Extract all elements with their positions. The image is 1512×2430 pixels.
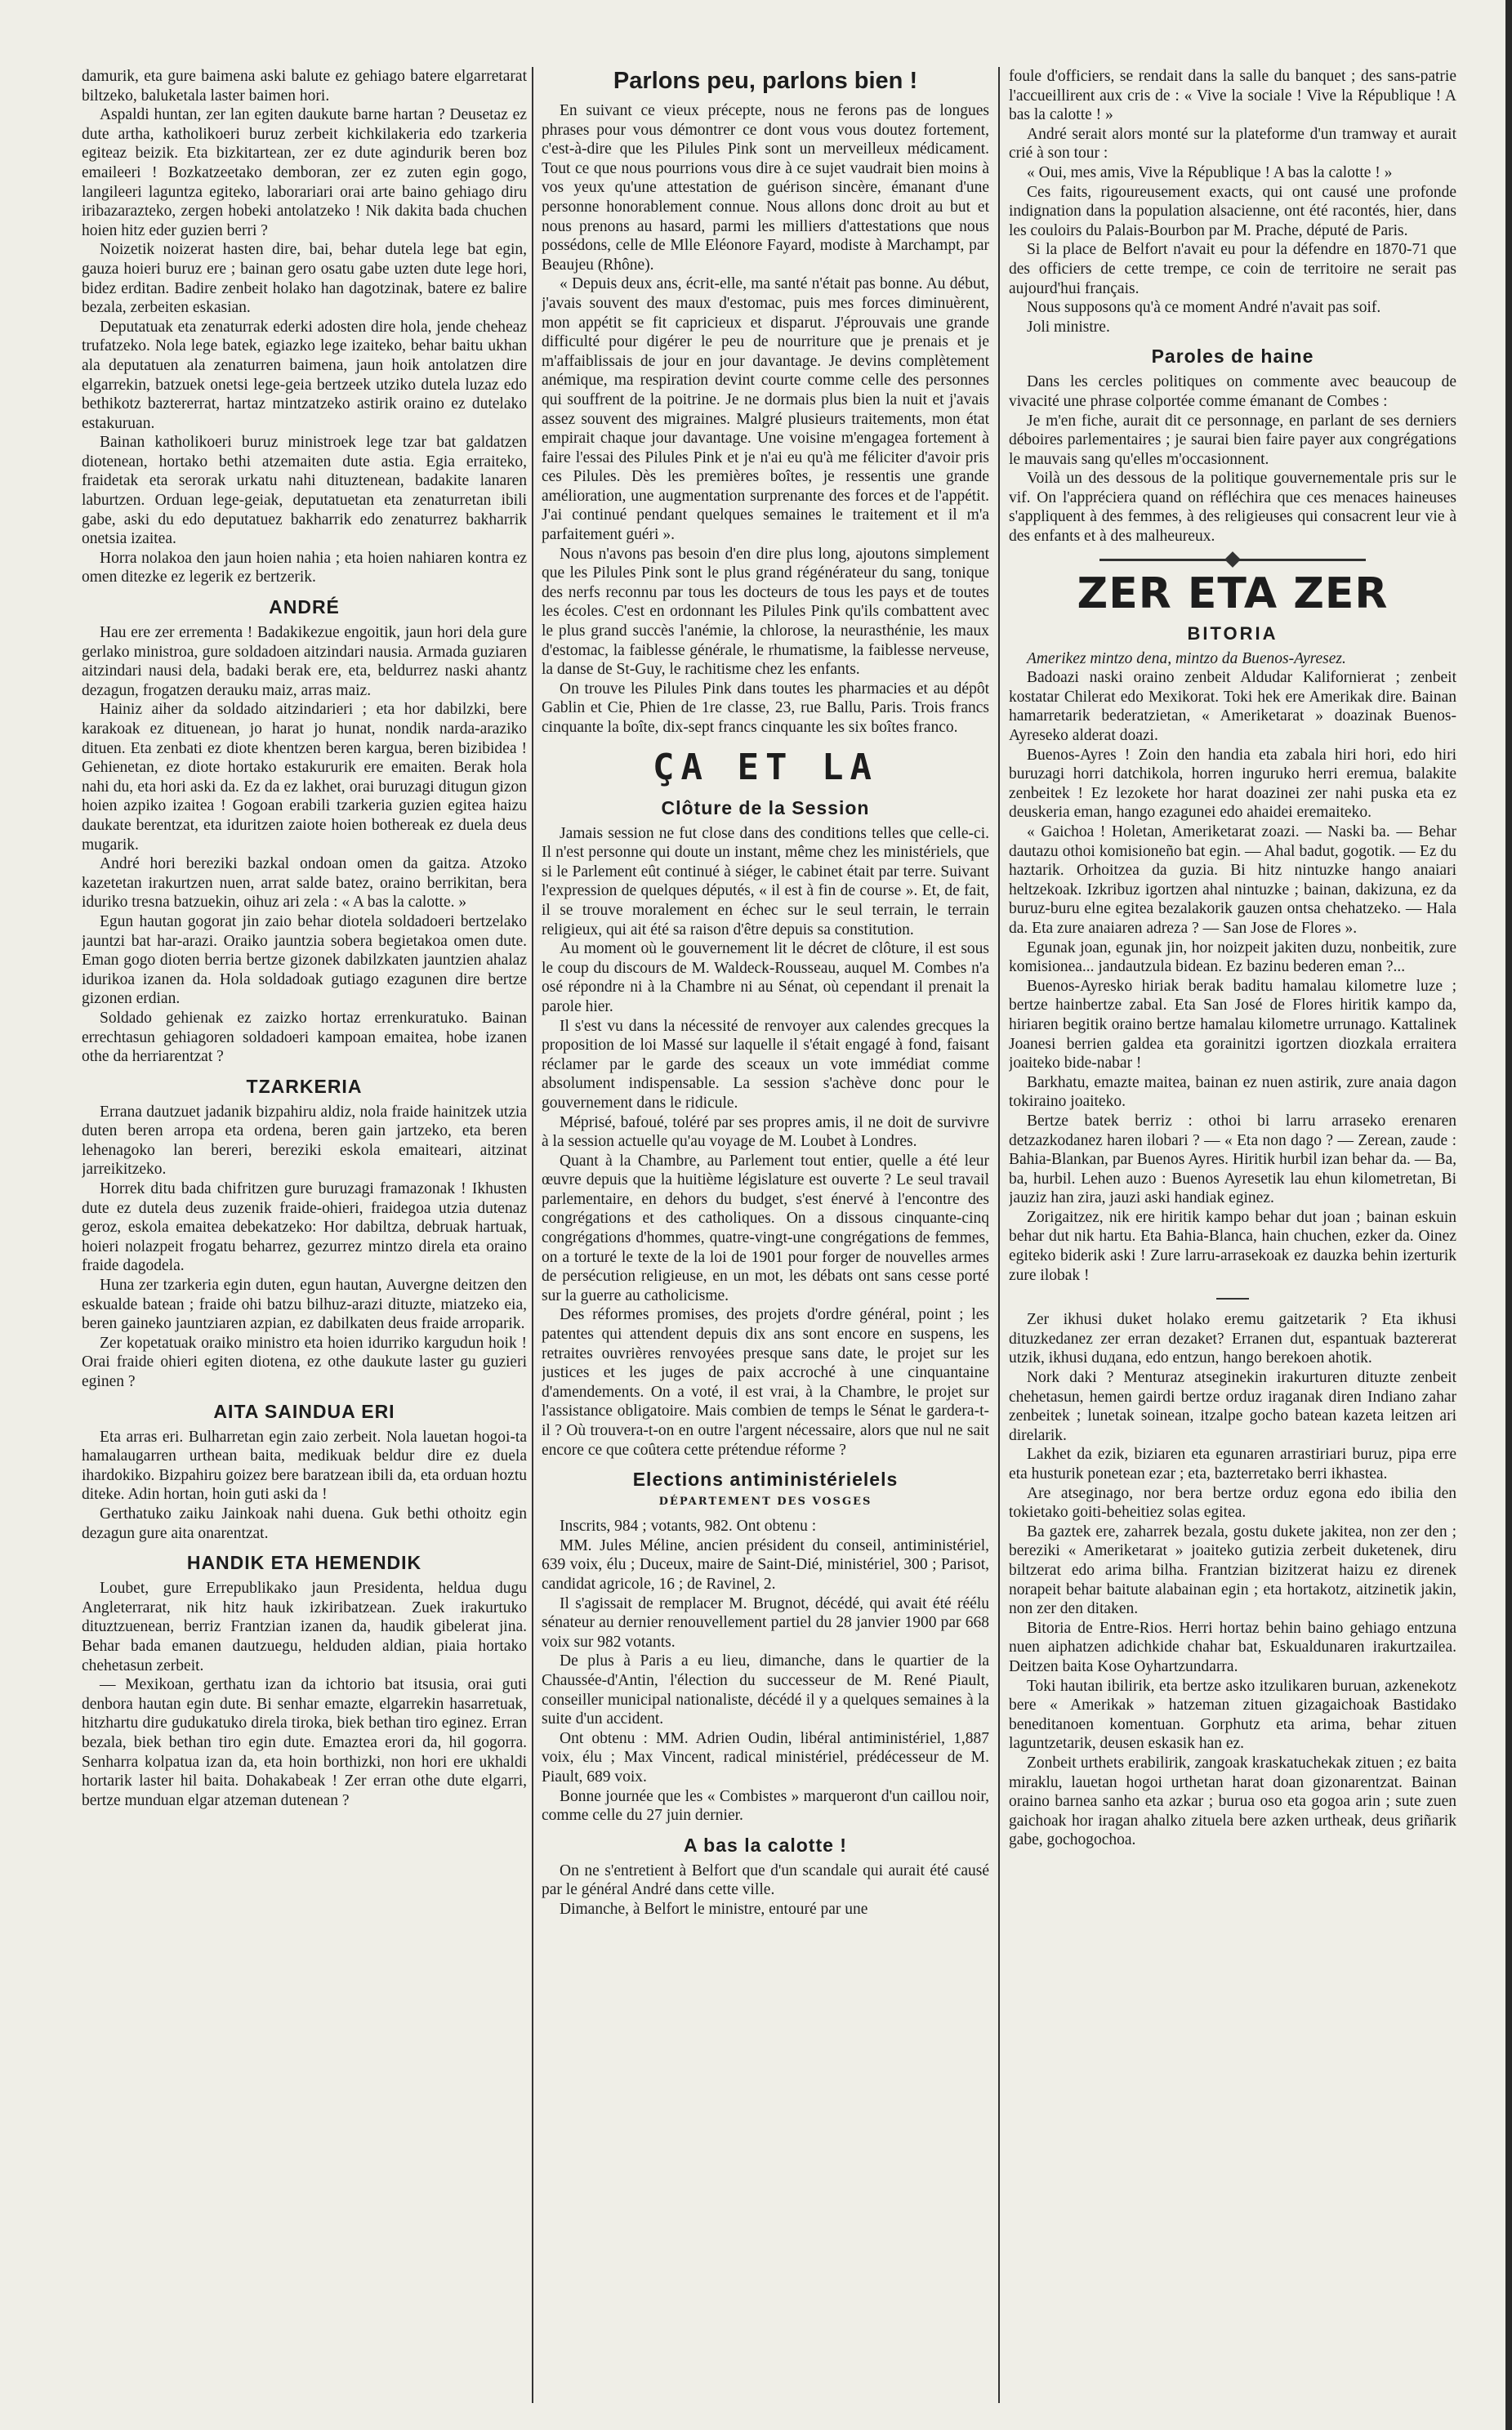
page-edge-shadow <box>1505 0 1512 2430</box>
paragraph: Badoazi naski oraino zenbeit Aldudar Kalifornierat ; zenbeit kostatar Chilerat edo Mexikorat. Toki hek ere Amerikak dire. Bainan hamarretarik bederatzietan, « Ameriketarat » doazinak Buenos-Ayreseko alderat doazi. <box>1009 669 1456 745</box>
paragraph: Il s'agissait de remplacer M. Brugnot, décédé, qui avait été réélu sénateur au dernier renouvellement partiel du 28 janvier 1900 par 668 voix sur 982 votants. <box>542 1594 989 1651</box>
paragraph: Soldado gehienak ez zaizko hortaz errenkuratuko. Bainan errechtasun gehiagoren soldadoeri kampoan emaitea, hobe izanen othe da herriarentzat ? <box>82 1009 527 1066</box>
paragraph: Toki hautan ibilirik, eta bertze asko itzulikaren buruan, azkenekotz bere « Amerikak » hatzeman zituen gizagaichoak Bastidako beneditanoen komentuan. Gorphutz eta arima, behar zituen laguntzetarik, deusen eskasik han ez. <box>1009 1677 1456 1753</box>
subheading-bitoria: BITORIA <box>1187 622 1278 644</box>
subheading-elections: Elections antiministérielels <box>632 1469 899 1491</box>
section-heading-zer-eta-zer: ZER ETA ZER <box>1077 568 1389 618</box>
paragraph: Gerthatuko zaiku Jainkoak nahi duena. Guk bethi othoitz egin dezagun gure aita onarentzat. <box>82 1505 527 1542</box>
paragraph: Eta arras eri. Bulharretan egin zaio zerbeit. Nola lauetan hogoi-ta hamalaugarren urthean baita, medikuak beldur dire ez duela ihardokiko. Bizpahiru goizez bere baratzean ibili da, eta orduan hoztu diteke. Adin hortan, hoin guti aski da ! <box>82 1428 527 1504</box>
paragraph: « Depuis deux ans, écrit-elle, ma santé n'était pas bonne. Au début, j'avais souvent des maux d'estomac, puis mes forces diminuèrent, mon appétit se fit capricieux et disparut. J'éprouvais une grande difficulté pour digérer le peu de nourriture que je prenais et je m'affaiblissais de jour en jour davantage. Je devins complètement anémique, ma respiration devint courte comme celle des personnes qui souffrent de la poitrine. Je ne dormais plus bien la nuit et j'avais assez souvent des migraines. Malgré plusieurs traitements, mon état empirait chaque jour davantage. Une voisine m'engagea fortement à faire l'essai des Pilules Pink et je n'ai eu qu'à me féliciter d'avoir pris ces Pilules. Dès les premières boîtes, je ressentis une grande amélioration, une augmentation surprenante des forces et de l'appétit. J'ai continué pendant quelques semaines le traitement et il m'a parfaitement guéri ». <box>542 275 989 544</box>
column-left <box>82 67 527 2403</box>
paragraph: foule d'officiers, se rendait dans la salle du banquet ; des sans-patrie l'accueillirent aux cris de : « Vive la sociale ! Vive la République ! A bas la calotte ! » <box>1009 68 1456 124</box>
paragraph: Horra nolakoa den jaun hoien nahia ; eta hoien nahiaren kontra ez omen ditezke ez legerik ez bertzerik. <box>82 549 527 586</box>
paragraph: Hau ere zer errementa ! Badakikezue engoitik, jaun hori dela gure gerlako ministroa, gure soldadoen aitzindari nausia. Armada guziaren aitzindari nausi dela, badaki berak ere, eta, beldurrez naski ahantz dezagun, frogatzen derauku maiz, arras maiz. <box>82 624 527 699</box>
paragraph: Nous supposons qu'à ce moment André n'avait pas soif. <box>1027 299 1381 317</box>
paragraph: Aspaldi huntan, zer lan egiten daukute barne hartan ? Deusetaz ez dute artha, katholikoeri buruz zerbeit kichkilakeria edo tzarkeria egiteaz beizik. Eta bizkitartean, zer ez dute agindurik beren boz emaileeri ! Bozkatzeetako demboran, zer ez zuten egin gogo, langileeri laguntza egiteko, laborariari orai arte baino gehiago diru iribazarazteko, zergen hobeki antolatzeko ! Nik dakita bada chuchen hoien hitz eder guzien berri ? <box>82 106 527 239</box>
paragraph: Bitoria de Entre-Rios. Herri hortaz behin baino gehiago entzuna nuen aiphatzen adichkide chahar bat, Eskualdunaren irakurtzailea. Deitzen baita Kose Oyhartzundarra. <box>1009 1619 1456 1675</box>
paragraph: Jamais session ne fut close dans des conditions telles que celle-ci. Il n'est personne qui doute un instant, même chez les ministériels, que si le Parlement eût continué à siéger, le cabinet était par terre. Suivant l'expression de quelques députés, « il est à fin de course ». Et, de fait, il se trouve moralement en échec sur le seul terrain, le terrain religieux, qui ait été sa raison d'être depuis sa constitution. <box>542 824 989 939</box>
paragraph: Egun hautan gogorat jin zaio behar diotela soldadoeri bertzelako jauntzi bat har-arazi. Oraiko jauntzia sobera begietakoa omen dute. Eman gogo dioten berria bertze gizonek dabilzkaten jauntzien ahalaz idurikoa izanen da. Hola soldadoak gutiago ezagunen dire bertze gizonen erdian. <box>82 912 527 1008</box>
paragraph: Buenos-Ayres ! Zoin den handia eta zabala hiri hori, edo hiri buruzagi horri datchikola, horren inguruko herri eremua, balakite zenbeitek ! Ez lezokete hor harat doazinei zer nahi puska eta ez deuskeria eman, hango ezagunei edo ahaidei eremaiteko. <box>1009 746 1456 822</box>
paragraph: Ces faits, rigoureusement exacts, qui ont causé une profonde indignation dans la population alsacienne, ont été racontés, hier, dans les couloirs du Palais-Bourbon par M. Prache, député de Paris. <box>1009 183 1456 239</box>
paragraph: Ont obtenu : MM. Adrien Oudin, libéral antiministériel, 1,887 voix, élu ; Max Vincent, radical ministériel, prédécesseur de M. Piault, 689 voix. <box>542 1729 989 1786</box>
paragraph: Nork daki ? Menturaz atseginekin irakurturen dituzte zenbeit chehetasun, hemen gairdi bertze orduz iraganak diren Indiano zahar zenbeitek ; lunetak soinean, itzalpe gocho batean kazeta leitzen ari direlarik. <box>1009 1369 1456 1444</box>
paragraph: Huna zer tzarkeria egin duten, egun hautan, Auvergne deitzen den eskualde batean ; fraide ohi batzu bilhuz-arazi dituzte, miatzeko eia, beren gaineko jauntziaren azpian, ez dabilkaten deus fraide arroparik. <box>82 1277 527 1333</box>
paragraph: Barkhatu, emazte maitea, bainan ez nuen astirik, zure anaia dagon tokiraino joaiteko. <box>1009 1073 1456 1111</box>
paragraph: André serait alors monté sur la plateforme d'un tramway et aurait crié à son tour : <box>1009 125 1456 163</box>
paragraph: Nous n'avons pas besoin d'en dire plus long, ajoutons simplement que les Pilules Pink sont le plus grand régénérateur du sang, tonique des nerfs reconnu par tous les docteurs de tous les pays et de toutes les écoles. C'est en ordonnant les Pilules Pink qu'ils combattent avec le plus grand succès l'anémie, la chlorose, la neurasthénie, les maux d'estomac, la faiblesse générale, le rhumatisme, la faiblesse nerveuse, la danse de St-Guy, le rachitisme chez les enfants. <box>542 545 989 679</box>
column-rule <box>998 67 1000 2403</box>
paragraph: « Gaichoa ! Holetan, Ameriketarat zoazi. — Naski ba. — Behar dautazu othoi komisioneño bat egin. — Ahal badut, gogotik. — Ez du haztarik. Orhoitzea da guzia. Bi hitz nintuzke hango anaiari heltzekoak. Izkribuz igortzen ahal nintuzke ; bainan, dakizuna, ez da buruz-buru elne egitea bezalakorik gauzen ontsa chehatzeko. — Hala da. Eta zure anaiaren adreza ? — San Jose de Flores ». <box>1009 823 1456 937</box>
paragraph: On ne s'entretient à Belfort que d'un scandale qui aurait été causé par le général André dans cette ville. <box>542 1862 989 1899</box>
subheading-cloture: Clôture de la Session <box>661 796 870 818</box>
section-break <box>1009 1290 1456 1305</box>
paragraph: Buenos-Ayresko hiriak berak baditu hamalau kilometre luze ; bertze hainbertze zabal. Eta San José de Flores hiritik kampo da, hiriaren begitik oraino bertze hamalau kilometre urrunago. Kattalinek Joanesi berrien galdea eta gorainitzi igortzen diozkala erraitera joaiteko bide-nabar ! <box>1009 977 1456 1072</box>
column-right <box>1009 67 1456 2403</box>
paragraph: Dimanche, à Belfort le ministre, entouré par une <box>560 1900 868 1918</box>
section-heading-tzarkeria: TZARKERIA <box>246 1075 363 1097</box>
subheading-departement: DÉPARTEMENT DES VOSGES <box>658 1496 872 1509</box>
paragraph: Noizetik noizerat hasten dire, bai, behar dutela lege bat egin, gauza hoieri buruz ere ; bainan gero osatu gabe uzten dute lege hori, bidez erditan. Badire zenbeit holako han dagotzinak, batere ez balire bezala, zerbeiten eskasian. <box>82 241 527 317</box>
subheading-a-bas-la-calotte: A bas la calotte ! <box>684 1834 847 1856</box>
ornament-divider <box>1009 551 1456 566</box>
col1-intro <box>82 67 527 587</box>
paragraph: Egunak joan, egunak jin, hor noizpeit jakiten duzu, nonbeitik, zure komisionea... jandautzula bidean. Ez bazinu bederen eman ?... <box>1009 939 1456 976</box>
column-rule <box>532 67 533 2403</box>
paragraph: Errana dautzuet jadanik bizpahiru aldiz, nola fraide hainitzek utzia duten beren arropa eta ordena, beren gain jartzeko, eta beren lehenagoko lan bereri, bereziki eskola emaiteari, aitzinat jarreikitzeko. <box>82 1103 527 1179</box>
paragraph: Loubet, gure Errepublikako jaun Presidenta, heldua dugu Angleterrarat, nik hitz hauk izkiribatzean. Zuek irakurtuko dituztzuenean, berriz Frantzian izanen da, haudik gibelerat jina. Behar bada emanen dautzuegu, helduden aldian, piaia hortako chehetasun zerbeit. <box>82 1580 527 1674</box>
paragraph: André hori bereziki bazkal ondoan omen da gaitza. Atzoko kazetetan irakurtzen nuen, arrat salde batez, oraino berrikitan, bera iduriko tresna batzuekin, oihuz ari zela : « A bas la calotte. » <box>82 855 527 912</box>
paragraph: Zer ikhusi duket holako eremu gaitzetarik ? Eta ikhusi dituzkedanez zer erran dezaket? Erranen dut, espantuak baztererat utzik, ikhusi duдana, edo entzun, hango berekoen ahotik. <box>1009 1311 1456 1367</box>
paragraph: damurik, eta gure baimena aski balute ez gehiago batere elgarretarat biltzeko, baluketala laster baimen hori. <box>82 68 527 105</box>
paragraph: Il s'est vu dans la nécessité de renvoyer aux calendes grecques la proposition de loi Massé sur laquelle il s'était engagé à fond, faisant réclamer par le garde des sceaux un vote immédiat comme absolument indispensable. La session s'achève donc pour le gouvernement dans le ridicule. <box>542 1017 989 1112</box>
paragraph: Je m'en fiche, aurait dit ce personnage, en parlant de ses derniers déboires parlementaires ; je saurai bien faire payer aux congrégations le mauvais sang qu'elles m'occasionnent. <box>1009 412 1456 468</box>
paragraph: Des réformes promises, des projets d'ordre général, point ; les patentes qui attendent depuis dix ans sont encore en suspens, les retraites ouvrières renvoyées presque sans date, le projet sur les justices et les juges de paix accroché à une cinquantaine d'amendements. On a voté, il est vrai, à la Chambre, le projet sur l'assistance obligatoire. Mais combien de temps le Sénat le gardera-t-il ? Où trouvera-t-on en outre l'argent nécessaire, alors que nul ne sait encore ce que coûtera cette prétendue réforme ? <box>542 1306 989 1459</box>
paragraph: Zonbeit urthets erabilirik, zangoak kraskatuchekak zituen ; ez baita miraklu, lauetan hogoi urthetan harat doan gizonarentzat. Bainan oraino barnea sanho eta azkar ; burua oso eta gogoa arin ; sute zuen gaichoak hor iragan ahalko zituela bere azken urtheak, deus griñarik gabe, gochogochoa. <box>1009 1754 1456 1849</box>
paragraph: Inscrits, 984 ; votants, 982. Ont obtenu : <box>560 1518 817 1536</box>
paragraph: Bainan katholikoeri buruz ministroek lege tzar bat galdatzen diotenean, hortako bethi atzemaiten dute astia. Egia erraiteko, fraidetak eta serorak urkatu nahi dituztenean, badakite lanaren laburtzen. Orduan lege-geiak, deputatuetan eta zenaturretan ibili gabe, aski du edo deputatuez bakharrik edo zenaturrez bakharrik onetsia izaitea. <box>82 434 527 548</box>
paragraph: Are atseginago, nor bera bertze orduz egona edo ibilia den tokietako goiti-beheitiez solas egitea. <box>1009 1484 1456 1522</box>
paragraph: Deputatuak eta zenaturrak ederki adosten dire hola, jende cheheaz trufatzeko. Nola lege batek, egiazko lege izaiteko, behar baitu ukhan ala deputatuen ala zenaturren baimena, jaun hoik antolatzen dire elgarrekin, batzuek onetsi lege-geia bertzeek utziko dutela luzaz edo bethikotz baztererrat, hartaz mintzatzeko astirik oraino ez dutelako estakuruan. <box>82 318 527 432</box>
section-heading-ca-et-la: ÇA ET LA <box>653 746 878 788</box>
paragraph: Quant à la Chambre, au Parlement tout entier, quelle a été leur œuvre depuis que la huitième législature est ouverte ? Le seul travail parlementaire, en dehors du budget, s'est énervé à l'encontre des congrégations et des catholiques. On a dissous cinquante-cinq congrégations d'hommes, quatre-vingt-une congrégations de femmes, on a torturé le texte de la loi de 1901 pour forger de nouvelles armes de persécution religieuse, en un mot, les débats ont sans cesse porté sur la guerre au catholicisme. <box>542 1152 989 1304</box>
paragraph: — Mexikoan, gerthatu izan da ichtorio bat itsusia, orai guti denbora hautan egin dute. Bi senhar emazte, elgarrekin hasarretuak, hitzhartu dire gudukatuko direla tiroka, biek bethan tiro eginez. Erran bezala, biek bethan tiro egin dute. Emaztea erori da, hil gogorra. Senharra kolpatua izan da, eta hoin borthizki, non hori ere ukhaldi hortarik laster hil baita. Dohakabeak ! Zer erran othe dute elgarri, bertze munduan elgar atzeman dutenean ? <box>82 1676 527 1809</box>
paragraph: De plus à Paris a eu lieu, dimanche, dans le quartier de la Chaussée-d'Antin, l'élection du successeur de M. René Piault, conseiller municipal nationaliste, décédé il y a quelques semaines à la suite d'un accident. <box>542 1652 989 1728</box>
paragraph: Ba gaztek ere, zaharrek bezala, gostu dukete jakitea, non zer den ; bereziki « Ameriketarat » joaiteko gutizia zerbeit duketenek, diru biltzerat edo arima bilha. Frantzian bizitzerat haizu ez direnek norapeit behar baitute alabainan egin ; eta hortakotz, aitzinetik jakin, non zer den ditaken. <box>1009 1523 1456 1618</box>
paragraph: On trouve les Pilules Pink dans toutes les pharmacies et au dépôt Gablin et Cie, Phien de 1re classe, 23, rue Ballu, Paris. Trois francs cinquante la boîte, dix-sept francs cinquante les six boîtes franco. <box>542 680 989 736</box>
paragraph: Dans les cercles politiques on commente avec beaucoup de vivacité une phrase colportée comme émanant de Combes : <box>1009 373 1456 410</box>
paragraph: Horrek ditu bada chifritzen gure buruzagi framazonak ! Ikhusten dute ez dutela deus zuzenik fraide-ohieri, fraidegoa utzia dutenaz geroz, eskola emaitea debekatzeko: Hor dabiltza, debruak hartuak, hoieri nolazpeit frogatu beharrez, gezurrez mintzo direla eta oraino fraide dagodela. <box>82 1180 527 1275</box>
paragraph: Voilà un des dessous de la politique gouvernementale pris sur le vif. On l'appréciera quand on réfléchira que ces menaces haineuses s'appliquent à des femmes, à des religieuses qui consacrent leur vie à des enfants et à des malheureux. <box>1009 470 1456 546</box>
paragraph: Bonne journée que les « Combistes » marqueront d'un caillou noir, comme celle du 27 juin dernier. <box>542 1787 989 1825</box>
paragraph: Zorigaitzez, nik ere hiritik kampo behar dut joan ; bainan eskuin behar dut nik hartu. Eta Bahia-Blanca, hain chuchen, ezker da. Oinez egiteko biderik aski ! Zure larru-arrasekoak ez dauzka behin izerturik zure ilobak ! <box>1009 1208 1456 1284</box>
paragraph: Au moment où le gouvernement lit le décret de clôture, il est sous le coup du discours de M. Waldeck-Rousseau, auquel M. Combes n'a osé répondre ni à la Chambre ni au Sénat, où cependant il prenait la parole hier. <box>542 940 989 1015</box>
paragraph: Bertze batek berriz : othoi bi larru arraseko erenaren detzazkodanez haren ilobari ? — « Eta non dago ? — Zerean, zaude : Bahia-Blankan, par Buenos Ayres. Hiritik hurbil izan behar da. — Ba, ba, hurbil. Lehen auzo : Buenos Ayresetik lau ehun kilometretan, Bi jauziz han zira, jauzi aski handiak eginez. <box>1009 1112 1456 1207</box>
section-heading-andre: ANDRÉ <box>269 596 340 618</box>
paragraph: Si la place de Belfort n'avait eu pour la défendre en 1870-71 que des officiers de cette trempe, ce coin de territoire ne serait pas aujourd'hui français. <box>1009 241 1456 297</box>
section-heading-handik: HANDIK ETA HEMENDIK <box>186 1552 422 1574</box>
paragraph: « Oui, mes amis, Vive la République ! A bas la calotte ! » <box>1027 163 1393 181</box>
paragraph: En suivant ce vieux précepte, nous ne ferons pas de longues phrases pour vous démontrer ce dont vous vous doutez fortement, c'est-à-dire que les Pilules Pink sont un merveilleux médicament. Tout ce que nous pourrions vous dire à ce sujet vaudrait bien moins à vos yeux qu'une attestation de guérison sincère, émanant d'une personne honorablement connue. Nous allons donc droit au but et nous prenons au hasard, parmi les milliers d'attestations que nous possédons, celle de Mlle Eléonore Fayard, modiste à Marchampt, par Beaujeu (Rhône). <box>542 102 989 274</box>
paragraph: Lakhet da ezik, biziaren eta egunaren arrastiriari buruz, pipa erre eta husturik ponetean ezar ; eta, bazterretako berri ikhastea. <box>1009 1446 1456 1483</box>
section-heading-aita: AITA SAINDUA ERI <box>213 1400 395 1422</box>
paragraph: Amerikez mintzo dena, mintzo da Buenos-Ayresez. <box>1027 649 1346 667</box>
paragraph: Zer kopetatuak oraiko ministro eta hoien idurriko kargudun hoik ! Orai fraide ohieri egiten diotena, ez othe daukute laster gu guzieri eginen ? <box>82 1334 527 1390</box>
paragraph: MM. Jules Méline, ancien président du conseil, antiministériel, 639 voix, élu ; Duceux, maire de Saint-Dié, ministériel, 300 ; Parisot, candidat agricole, 16 ; de Ravinel, 2. <box>542 1536 989 1593</box>
paragraph: Méprisé, bafoué, toléré par ses propres amis, il ne doit de survivre à la session actuelle qu'au voyage de M. Loubet à Londres. <box>542 1113 989 1151</box>
ad-heading-parlons: Parlons peu, parlons bien ! <box>613 68 918 94</box>
column-middle <box>542 67 989 2403</box>
subheading-paroles-de-haine: Paroles de haine <box>1151 346 1314 368</box>
paragraph: Hainiz aiher da soldado aitzindarieri ; eta hor dabilzki, bere karakoak ez dituenean, jo harat jo hunat, nondik narda-araziko dituen. Eta zenbati ez diote khentzen beren kargua, beren bizibidea ! Gehienetan, ez diote hortako estakururik ere emaiten. Berak hola nahi du, eta hori aski da. Ez da ez lakhet, orai buruzagi ditugun gizon hoien azpiko izaitea ! Gogoan erabili tzarkeria guzien egitea haizu daukate berentzat, eta iduritzen zaiote hoien bothereak ez duela deus mugarik. <box>82 701 527 854</box>
paragraph: Joli ministre. <box>1027 318 1110 336</box>
